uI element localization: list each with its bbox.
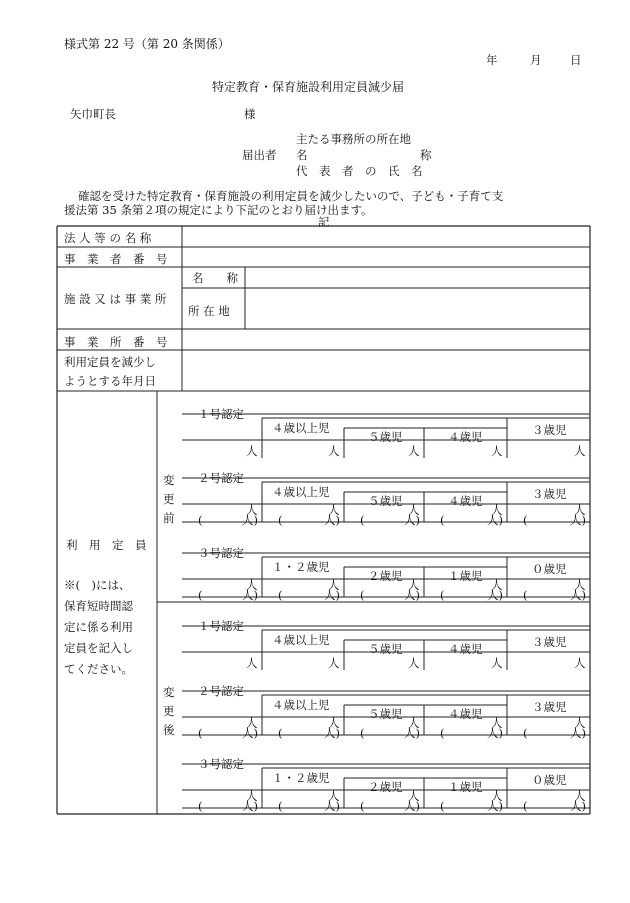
age-header-b-b1: ４歳児 <box>448 430 483 444</box>
body-text-line1: 確認を受けた特定教育・保育施設の利用定員を減少したいので、子ども・子育て支 <box>78 189 504 203</box>
person-count-a1-4: 人 <box>574 656 586 670</box>
paren-person-b2-3: 人) <box>487 513 503 527</box>
paren-open-a3-1: ( <box>278 799 283 813</box>
person-count-b3-3: 人 <box>491 578 503 592</box>
person-count-b2-3: 人 <box>491 503 503 517</box>
paren-person-b2-0: 人) <box>242 513 258 527</box>
person-count-a2-2: 人 <box>408 716 420 730</box>
paren-person-b3-2: 人) <box>404 588 420 602</box>
age-header-main-b3: １・２歳児 <box>272 560 330 574</box>
paren-person-b2-4: 人) <box>570 513 586 527</box>
day-label: 日 <box>570 53 582 67</box>
office-number-label: 事 業 所 番 号 <box>64 335 168 349</box>
paren-person-b2-1: 人) <box>324 513 340 527</box>
corp-name-label: 法 人 等 の 名 称 <box>64 231 152 245</box>
paren-open-a2-3: ( <box>440 726 445 740</box>
paren-open-b2-4: ( <box>523 513 528 527</box>
name-label-left: 名 <box>296 148 308 162</box>
form-number: 様式第 22 号（第 20 条関係） <box>64 37 230 51</box>
age-header-c-b1: ３歳児 <box>532 423 567 437</box>
paren-person-a2-4: 人) <box>570 726 586 740</box>
person-count-a2-0: 人 <box>246 716 258 730</box>
main-office-address-label: 主たる事務所の所在地 <box>296 132 411 146</box>
after-change-label-1: 変 <box>163 685 175 699</box>
person-count-a2-4: 人 <box>574 716 586 730</box>
cert-label-a3: ３号認定 <box>198 757 244 771</box>
paren-open-b2-3: ( <box>440 513 445 527</box>
person-count-b1-1: 人 <box>328 444 340 458</box>
person-count-a3-4: 人 <box>574 789 586 803</box>
paren-person-a2-1: 人) <box>324 726 340 740</box>
paren-person-b3-1: 人) <box>324 588 340 602</box>
note-line-4: 定員を記入し <box>64 641 133 655</box>
age-header-main-a1: ４歳以上児 <box>272 633 330 647</box>
cert-label-b3: ３号認定 <box>198 546 244 560</box>
after-change-label-3: 後 <box>163 723 175 737</box>
paren-person-a3-0: 人) <box>242 799 258 813</box>
person-count-b1-4: 人 <box>574 444 586 458</box>
facility-location-label: 所 在 地 <box>188 304 230 318</box>
reduction-date-label-1: 利用定員を減少し <box>64 355 156 369</box>
age-header-c-b2: ３歳児 <box>532 487 567 501</box>
person-count-b1-3: 人 <box>491 444 503 458</box>
facility-name-label: 名 称 <box>192 271 238 285</box>
reduction-date-label-2: ようとする年月日 <box>64 374 156 388</box>
after-change-label-2: 更 <box>163 704 175 718</box>
paren-open-a3-4: ( <box>523 799 528 813</box>
paren-open-a3-0: ( <box>198 799 203 813</box>
year-label: 年 <box>486 53 498 67</box>
paren-person-b3-3: 人) <box>487 588 503 602</box>
age-header-b-b3: １歳児 <box>448 569 483 583</box>
paren-open-a2-0: ( <box>198 726 203 740</box>
paren-open-a3-3: ( <box>440 799 445 813</box>
paren-open-b3-4: ( <box>523 588 528 602</box>
representative-name-label: 代 表 者 の 氏 名 <box>296 164 423 178</box>
ki-label: 記 <box>318 215 330 229</box>
person-count-a3-2: 人 <box>408 789 420 803</box>
paren-person-b3-4: 人) <box>570 588 586 602</box>
age-header-a-b2: ５歳児 <box>368 494 403 508</box>
age-header-c-a1: ３歳児 <box>532 635 567 649</box>
paren-open-b3-0: ( <box>198 588 203 602</box>
before-change-label-3: 前 <box>163 511 175 525</box>
age-header-main-a2: ４歳以上児 <box>272 698 330 712</box>
honorific: 様 <box>244 107 256 121</box>
paren-person-b2-2: 人) <box>404 513 420 527</box>
paren-person-a3-3: 人) <box>487 799 503 813</box>
paren-open-b3-3: ( <box>440 588 445 602</box>
paren-open-a2-2: ( <box>360 726 365 740</box>
age-header-c-a2: ３歳児 <box>532 700 567 714</box>
addressee: 矢巾町長 <box>70 107 116 121</box>
cert-label-b2: ２号認定 <box>198 471 244 485</box>
age-header-b-a2: ４歳児 <box>448 707 483 721</box>
paren-person-b3-0: 人) <box>242 588 258 602</box>
paren-person-a2-3: 人) <box>487 726 503 740</box>
paren-person-a3-4: 人) <box>570 799 586 813</box>
note-line-3: 定に係る利用 <box>64 620 133 634</box>
person-count-b2-0: 人 <box>246 503 258 517</box>
paren-open-b2-1: ( <box>278 513 283 527</box>
paren-person-a3-2: 人) <box>404 799 420 813</box>
note-line-5: てください。 <box>64 662 133 676</box>
before-change-label-2: 更 <box>163 492 175 506</box>
paren-open-b3-1: ( <box>278 588 283 602</box>
age-header-main-b2: ４歳以上児 <box>272 485 330 499</box>
person-count-b2-2: 人 <box>408 503 420 517</box>
paren-open-b2-0: ( <box>198 513 203 527</box>
paren-person-a2-0: 人) <box>242 726 258 740</box>
person-count-b2-4: 人 <box>574 503 586 517</box>
applicant-label: 届出者 <box>242 148 277 162</box>
paren-open-b3-2: ( <box>360 588 365 602</box>
age-header-b-b2: ４歳児 <box>448 494 483 508</box>
facility-label: 施 設 又 は 事 業 所 <box>64 292 167 306</box>
person-count-a1-0: 人 <box>246 656 258 670</box>
cert-label-a1: １号認定 <box>198 619 244 633</box>
person-count-a2-1: 人 <box>328 716 340 730</box>
note-line-2: 保育短時間認 <box>64 599 133 613</box>
age-header-a-a2: ５歳児 <box>368 707 403 721</box>
person-count-b1-0: 人 <box>246 444 258 458</box>
cert-label-a2: ２号認定 <box>198 684 244 698</box>
age-header-main-a3: １・２歳児 <box>272 771 330 785</box>
person-count-b1-2: 人 <box>408 444 420 458</box>
before-change-label-1: 変 <box>163 473 175 487</box>
person-count-a3-0: 人 <box>246 789 258 803</box>
person-count-a1-1: 人 <box>328 656 340 670</box>
paren-person-a2-2: 人) <box>404 726 420 740</box>
person-count-b2-1: 人 <box>328 503 340 517</box>
person-count-a1-2: 人 <box>408 656 420 670</box>
paren-open-a3-2: ( <box>360 799 365 813</box>
person-count-a2-3: 人 <box>491 716 503 730</box>
person-count-b3-0: 人 <box>246 578 258 592</box>
month-label: 月 <box>530 53 542 67</box>
paren-open-a2-1: ( <box>278 726 283 740</box>
document-title: 特定教育・保育施設利用定員減少届 <box>212 80 405 94</box>
paren-open-b2-2: ( <box>360 513 365 527</box>
note-line-1: ※( )には、 <box>64 578 131 592</box>
person-count-a3-1: 人 <box>328 789 340 803</box>
age-header-b-a1: ４歳児 <box>448 642 483 656</box>
age-header-c-b3: ０歳児 <box>532 562 567 576</box>
capacity-label: 利 用 定 員 <box>66 538 147 552</box>
paren-open-a2-4: ( <box>523 726 528 740</box>
person-count-b3-1: 人 <box>328 578 340 592</box>
operator-number-label: 事 業 者 番 号 <box>64 252 168 266</box>
body-text-line2: 援法第 35 条第２項の規定により下記のとおり届け出ます。 <box>64 203 373 217</box>
age-header-a-b3: ２歳児 <box>368 569 403 583</box>
age-header-main-b1: ４歳以上児 <box>272 421 330 435</box>
age-header-a-a1: ５歳児 <box>368 642 403 656</box>
age-header-a-b1: ５歳児 <box>368 430 403 444</box>
cert-label-b1: １号認定 <box>198 407 244 421</box>
paren-person-a3-1: 人) <box>324 799 340 813</box>
name-label-right: 称 <box>420 148 432 162</box>
person-count-b3-2: 人 <box>408 578 420 592</box>
age-header-c-a3: ０歳児 <box>532 773 567 787</box>
age-header-a-a3: ２歳児 <box>368 780 403 794</box>
person-count-a3-3: 人 <box>491 789 503 803</box>
person-count-a1-3: 人 <box>491 656 503 670</box>
age-header-b-a3: １歳児 <box>448 780 483 794</box>
person-count-b3-4: 人 <box>574 578 586 592</box>
